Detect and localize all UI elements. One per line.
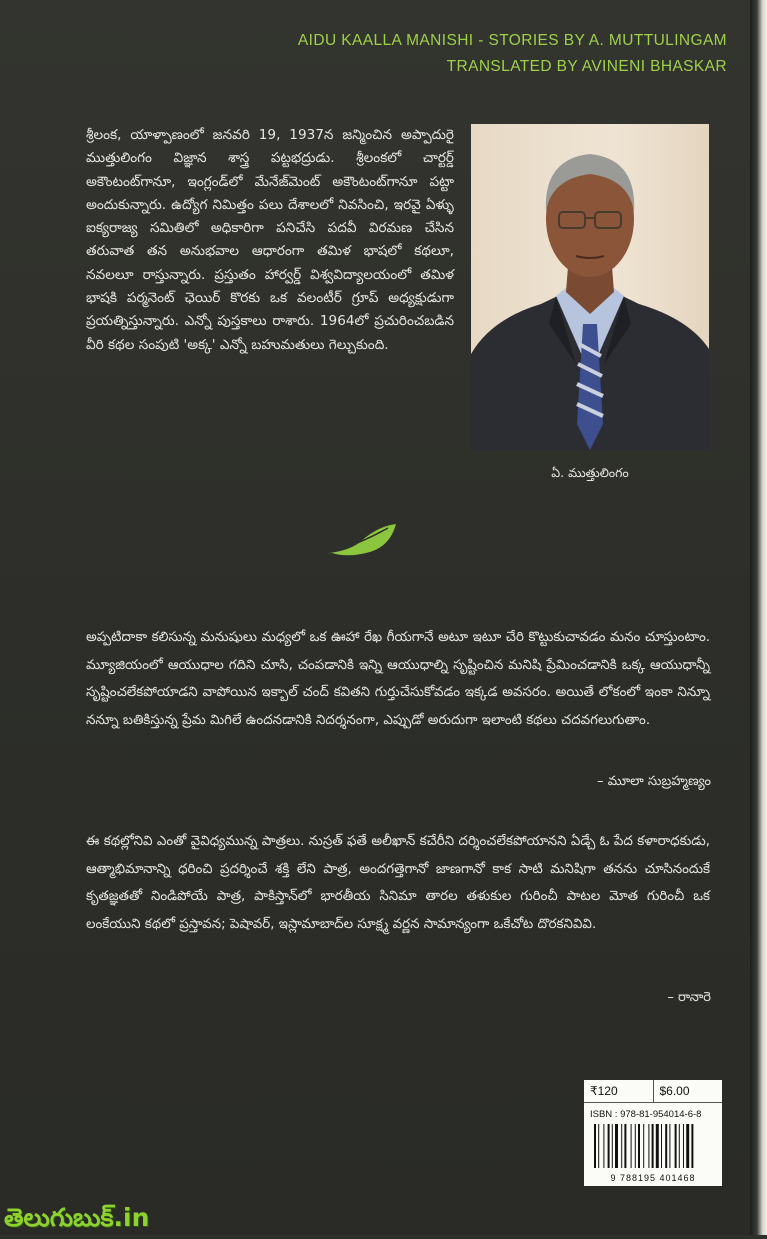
cover-edge [750, 0, 767, 1235]
watermark-logo: తెలుగుబుక్.in [4, 1203, 150, 1232]
book-title-line: AIDU KAALLA MANISHI - STORIES BY A. MUTTULINGAM [297, 32, 727, 49]
leaf-icon [318, 520, 398, 560]
author-portrait-illustration [471, 124, 709, 450]
price-row [584, 1080, 722, 1103]
price-usd: $6.00 [653, 1080, 723, 1102]
review-attribution-1: – మూలా సుబ్రహ్మణ్యం [597, 774, 711, 789]
price-isbn-box [584, 1080, 722, 1186]
barcode-digits: 9 788195 401468 [610, 1173, 696, 1183]
review-quote-2: ఈ కథల్లోనివి ఎంతో వైవిధ్యమున్న పాత్రలు. నుస్రత్ ఫతే అలీఖాన్ కచేరీని దర్శించలేకపోయానని ఏడ్చే ఓ పేద కళారాధకుడు, ఆత్మాభిమానాన్ని ధరించి ప్రదర్శించే శక్తి లేని పాత్ర, అందగత్తెగానో జాణగానో కాక సాటి మనిషిగా తనను చూసినందుకే కృతజ్ఞతతో నిండిపోయే పాత్ర, పాకిస్తాన్‌లో భారతీయ సినిమా తారల తళుకుల గురించీ పాటల మోత గురించీ ఒక లంకేయుని కథలో ప్రస్తావన; పెషావర్, ఇస్లామాబాద్‌ల సూక్ష్మ వర్ణన సామాన్యంగా ఒకేచోట దొరకనివివి. [86, 834, 710, 932]
book-header [298, 28, 727, 80]
price-inr: ₹120 [590, 1084, 618, 1098]
translator-line: TRANSLATED BY AVINENI BHASKAR [446, 58, 727, 75]
review-attribution-2: – రానారె [667, 990, 711, 1005]
author-photo [471, 124, 709, 450]
review-quote-1: అప్పటిదాకా కలిసున్న మనుషులు మధ్యలో ఒక ఊహా రేఖ గీయగానే అటూ ఇటూ చేరి కొట్టుకుచావడం మనం చూస్తుంటాం. మ్యూజియంలో ఆయుధాల గదిని చూసి, చంపడానికి ఇన్ని ఆయుధాల్ని సృష్టించిన మనిషి ప్రేమించడానికి ఒక్క ఆయుధాన్నీ సృష్టించలేకపోయాడని వాపోయిన ఇక్బాల్ చంద్ కవితని గుర్తుచేసుకోవడం ఇక్కడ అవసరం. అయితే లోకంలో ఇంకా నిన్నూ నన్నూ బతికిస్తున్న ప్రేమ మిగిలే ఉందనడానికి నిదర్శనంగా, ఎప్పుడో అరుదుగా ఇలాంటి కథలు చదవగలుగుతాం. [86, 630, 710, 728]
isbn-number: ISBN : 978-81-954014-6-8 [590, 1109, 702, 1120]
photo-caption: ఏ. ముత్తులింగం [551, 465, 629, 480]
author-bio: శ్రీలంక, యాళ్పాణంలో జనవరి 19, 1937న జన్మించిన అప్పాదురై ముత్తులింగం విజ్ఞాన శాస్త్ర పట్టభద్రుడు. శ్రీలంకలో చార్టర్డ్ అకౌంటంట్‌గానూ, ఇంగ్లండ్‌లో మేనేజ్‌మెంట్ అకౌంటంట్‌గానూ పట్టా అందుకున్నారు. ఉద్యోగ నిమిత్తం పలు దేశాలలో నివసించి, ఇరవై ఏళ్ళు ఐక్యరాజ్య సమితిలో అధికారిగా పనిచేసి పదవీ విరమణ చేసిన తరువాత తన అనుభవాల ఆధారంగా తమిళ భాషలో కథలూ, నవలలూ రాస్తున్నారు. ప్రస్తుతం హార్వర్డ్ విశ్వవిద్యాలయంలో తమిళ భాషకి పర్మనెంట్ ఛెయిర్ కొరకు ఒక వలంటీర్ గ్రూప్ అధ్యక్షుడుగా ప్రయత్నిస్తున్నారు. ఎన్నో పుస్తకాలు రాశారు. 1964లో ప్రచురించబడిన వీరి కథల సంపుటి 'అక్క' ఎన్నో బహుమతులు గెల్చుకుంది. [86, 127, 454, 353]
barcode [592, 1124, 714, 1168]
